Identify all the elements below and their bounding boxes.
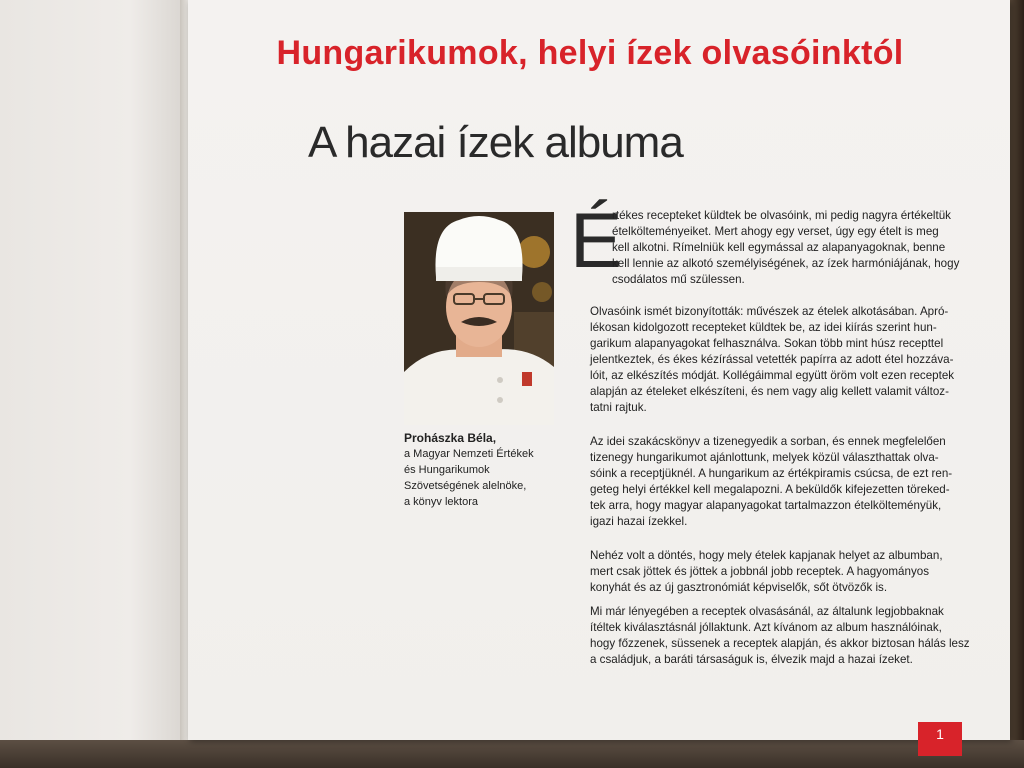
caption-line: Szövetségének alelnöke, [404,480,527,492]
text-line: kell lennie az alkotó személyiségének, az ízek harmóniájának, hogy [612,257,960,270]
text-line: csodálatos mű szülessen. [612,273,745,286]
text-line: Nehéz volt a döntés, hogy mely ételek kapjanak helyet az albumban, [590,549,943,562]
text-line: Az idei szakácskönyv a tizenegyedik a sorban, és ennek megfelelően [590,435,946,448]
text-line: tatni rajtuk. [590,401,647,414]
text-line: alapján az ételeket elkészíteni, és nem vagy alig kellett valamit változ- [590,385,949,398]
page-edge [1008,0,1024,768]
page-header: Hungarikumok, helyi ízek olvasóinktól [276,34,904,72]
text-line: igazi hazai ízekkel. [590,515,688,528]
text-line: tizenegy hungarikumot ajánlottunk, melyek közül választhattak olva- [590,451,939,464]
text-line: geteg helyi értékkel kell megalapozni. A beküldők kifejezetten töreked- [590,483,950,496]
text-line: sóink a receptjüknél. A hungarikum az értékpiramis csúcsa, de ezt ren- [590,467,953,480]
text-line: rtékes recepteket küldtek be olvasóink, mi pedig nagyra értékeltük [612,209,951,222]
text-line: konyhát és az új gasztronómiát képviselők, sőt ötvözők is. [590,581,888,594]
text-line: Mi már lényegében a receptek olvasásánál, az általunk legjobbaknak [590,605,944,618]
left-page [0,0,186,750]
chef-portrait [404,212,554,425]
text-line: lékosan kidolgozott recepteket küldtek be, az idei kiírás szerint hun- [590,321,937,334]
text-line: lóit, az elkészítés módját. Kollégáimmal együtt öröm volt ezen receptek [590,369,955,382]
text-line: hogy főzzenek, süssenek a receptek alapján, és akkor biztosan hálás lesz [590,637,970,650]
text-line: mert csak jöttek és jöttek a jobbnál jobb receptek. A hagyományos [590,565,929,578]
text-line: ételkölteményeiket. Mert ahogy egy verset, úgy egy ételt is meg [612,225,939,238]
drop-cap: É [570,196,623,284]
caption-line: a könyv lektora [404,496,478,508]
text-line: kell alkotni. Rímelniük kell egymással az alapanyagoknak, benne [612,241,946,254]
text-line: a családjuk, a baráti társaságuk is, élvezik majd a hazai ízeket. [590,653,913,666]
caption-name: Prohászka Béla, [404,431,497,445]
text-line: ítéltek kiválasztásnál jóllaktunk. Azt kívánom az album használóinak, [590,621,942,634]
caption-line: a Magyar Nemzeti Értékek [404,448,534,460]
text-line: Olvasóink ismét bizonyították: művészek az ételek alkotásában. Apró- [590,305,949,318]
caption-line: és Hungarikumok [404,464,490,476]
text-line: garikum alapanyagokat felhasználva. Sokan több mint húsz recepttel [590,337,944,350]
chef-portrait-illustration [404,212,554,425]
article-title: A hazai ízek albuma [308,118,683,167]
photo-caption [404,430,574,510]
page-number: 1 [918,722,962,756]
table-surface [0,740,1024,768]
text-line: tek arra, hogy magyar alapanyagokat tartalmazzon ételkölteményük, [590,499,942,512]
text-line: jelentkeztek, és ékes kézírással vetették papírra az adott étel hozzáva- [590,353,954,366]
